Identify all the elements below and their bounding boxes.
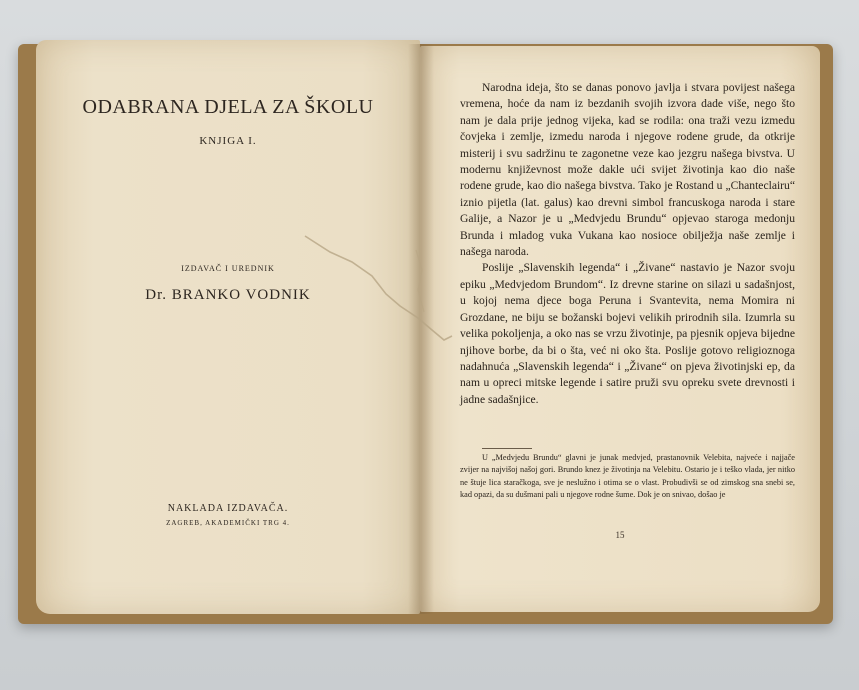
paragraph: Narodna ideja, što se danas ponovo javlja i stvara povijest našega vremena, hoće da nam iz bezdanih svojih izvora dade više, nego što nam je dala prije jednog vijeka, kad se rodila: ona traži vezu izmedu čovjeka i zemlje, izmedu naroda i njegove rodene grude, da otkrije misterij i svu sadržinu te zagonetne veze kao jezgru našega bivstva. U modernu književnost može dakle ući svijet životinja kao dio naše rodene grude, kao dio našega bivstva. Tako je Rostand u „Chanteclairu“ iznio pijetla (lat. galus) kao drevni simbol francuskoga naroda i stare Galije, a Nazor je u „Medvjedu Brundu“ opjevao staroga medonju Brunda i mladog vuka Vukana kao nosioce obilježja naše zemlje i našega naroda. bbox=[460, 81, 795, 259]
page-number: 15 bbox=[615, 530, 625, 540]
footnote-text: U „Medvjedu Brundu“ glavni je junak medvjed, prastanovnik Velebita, najveće i najjače zvijer na najvišoj našoj gori. Brundo knez je životinja na Velebitu. Ostario je i teško vlada, jer nitko ne štuje lica staračkoga, sve je neslužno i otima se o vlast. Probudivši se od zimskog sna snebi se, kad opazi, da su dušmani pali u njegove rodne šume. Dok je on snivao, došao je bbox=[460, 453, 795, 500]
paragraph: Poslije „Slavenskih legenda“ i „Živane“ nastavio je Nazor svoju epiku „Medvjedom Brundom“. Iz drevne starine on silazi u sadašnjost, u kojoj nema djece boga Peruna i Svantevita, nema Momira ni Grozdane, ne biju se božanski bojevi velikih prirodnih sila. Izumrla su velika pokoljenja, a oko nas se vrzu životinje, pa pjesnik opjeva bijedne njihove borbe, da bi o šta, već ni oko šta. Poslije gotovo religioznoga nadahnuća „Slavenskih legenda“ i „Živane“ on pjeva životinjski ep, da nam u opreci mitske legende i satire pruži svu opreku svete drevnosti i jadne sadašnjice. bbox=[460, 261, 795, 406]
editor-name: Dr. BRANKO VODNIK bbox=[145, 287, 311, 303]
editor-label: IZDAVAČ I UREDNIK bbox=[181, 264, 275, 273]
left-page bbox=[36, 40, 420, 614]
footnote bbox=[460, 452, 795, 502]
body-text bbox=[460, 80, 795, 408]
book-spine-shadow bbox=[408, 44, 434, 614]
right-page bbox=[420, 46, 820, 612]
book-series-title: ODABRANA DJELA ZA ŠKOLU bbox=[82, 96, 374, 118]
publisher-address: ZAGREB, AKADEMIČKI TRG 4. bbox=[166, 519, 290, 527]
volume-label: KNJIGA I. bbox=[199, 135, 257, 147]
footnote-divider bbox=[482, 448, 532, 449]
publisher-line: NAKLADA IZDAVAČA. bbox=[167, 503, 289, 514]
